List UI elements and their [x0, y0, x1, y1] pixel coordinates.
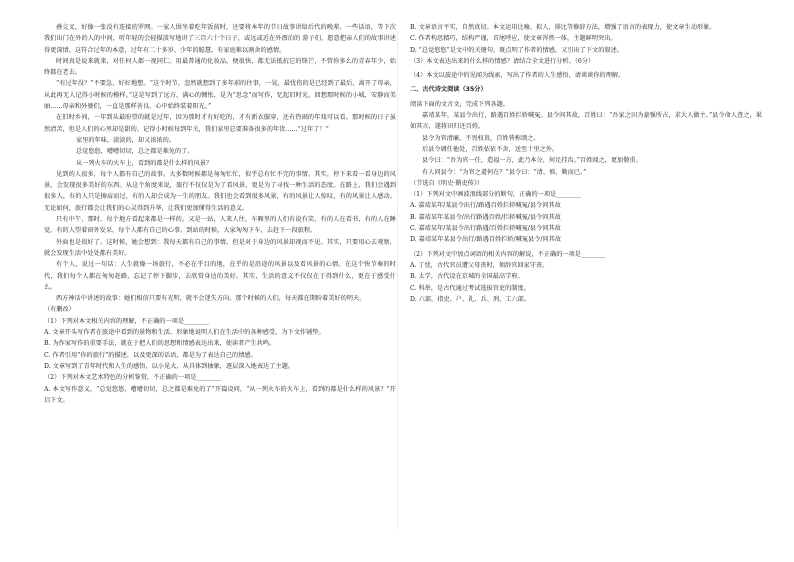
- q6-option-c: C. 科举，是古代通过考试选拔官吏的制度。: [410, 284, 530, 292]
- question-3: （3）本文表达出来的什么样的情感？请结合全文进行分析。（6分）: [410, 57, 595, 65]
- q5-option-d: D. 嘉靖某年某县令出行/路遇百姓拦轿/喊冤县令/问其故: [410, 236, 562, 244]
- para-3: 在旧时乡间，一年到头最盼望的就是过年，因为那时才有好吃的，才有新衣服穿，还有热闹的年戏可以看。那时候的日子虽然清苦，但是人们的心里却是甜的。记得小时候每到年关，我们家里总要准备很多的年货……“过年了！”: [44, 114, 396, 133]
- classical-para-3: 县令曰：“吾为官一任，造福一方，此乃本分，何足挂齿。”百姓闻之，更加敬重。: [422, 157, 642, 165]
- q5-option-b: B. 嘉靖某年某县令/出行路遇百姓/拦轿喊冤/县令问其故: [410, 213, 561, 221]
- question-2-stem: （2）下列对本文艺术特色的分析鉴赏，不正确的一项是________: [44, 374, 222, 382]
- q1-option-b: B. 为作家写作的重要手法，就在于把人们的思想和情感表达出来，使读者产生共鸣。: [44, 340, 276, 348]
- q2-option-a: A. 本文写作意义，“总觉悠悠，嘈嘈切切，总之都是难免的了”开篇设问，“从一列火车的火车上，看到的都是什么样的风景？”开启下文。: [44, 385, 396, 404]
- classical-intro: 阅读下面的文言文，完成下列各题。: [410, 100, 509, 108]
- q5-option-a: A. 嘉靖某年/某县令出行/路遇百姓拦轿喊冤/县令问其故: [410, 202, 561, 210]
- question-5-stem: （1）下列对文中画波浪线部分的断句，正确的一项是________: [410, 191, 581, 199]
- classical-para-4: 有人问县令：“为官之道何在？”县令曰：“清、慎、勤而已。”: [422, 168, 587, 176]
- para-1: 时间真是说来就来，对任何人都一视同仁。用最普通的化妆品，便很快，都无法抵抗它的锋芒，不管你多么的青春年少，始终都在老去。: [44, 57, 396, 77]
- right-column: [410, 22, 762, 305]
- para-8: 只有中午，那时，每个地方看起来都是一样的。又是一站，人来人往，车厢里的人们有说有笑，有的人在看书，有的人在睡觉，有的人望着窗外发呆，每个人都有自己的心事。到站的时候，大家匆匆下车，去赶下一段旅程。: [44, 216, 396, 235]
- q1-option-a: A. 文章开头写作者在旅途中看到的景物和生活，形象地说明人们在生活中的各种感受，为下文作铺垫。: [44, 329, 325, 337]
- classical-para-1: 县令为官清廉，不畏权贵，百姓皆称颂之。: [422, 134, 540, 142]
- column-divider: [397, 30, 398, 530]
- para-2: “有过年没？”不要急，好好地想。“这个时节，忽然就想到了多年前的往事，一晃，最忧伤的是已经到了最后，离开了母亲，从此再无人记得小时候的模样。”这是写到了远方，满心的惆怅，是为“思念”而写作，忆起旧时光。回想那时候的小城，安静而美丽……母亲和外婆们，一直是那样善良，心中始终装着阳光。”: [44, 80, 396, 111]
- section-title: 二、古代诗文阅读（35分）: [410, 86, 487, 94]
- q6-option-b: B. 太学，古代设在京城的全国最高学府。: [410, 273, 524, 281]
- question-4: （4）本文以旅途中的见闻为线索，写出了作者的人生感悟，请谈谈你的理解。: [410, 72, 625, 80]
- q2-option-c: C. 作者构思精巧，结构严谨，首尾呼应，使文章浑然一体，主题鲜明突出。: [410, 35, 617, 43]
- question-6-stem: （2）下列对文中加点词语的相关内容的解说，不正确的一项是________: [410, 250, 606, 258]
- para-9: 外面也是很好了。这时候，她会想到：我每天都有自己的事情，但是对于身边的风景却视而不见。其实，只要用心去观察，就会发现生活中处处都有美好。: [44, 238, 396, 257]
- classical-para-2: 后县令调任他处，百姓依依不舍，送至十里之外。: [422, 145, 559, 153]
- q6-option-d: D. 六部，指吏、户、礼、兵、刑、工六部。: [410, 295, 531, 303]
- poem-line-2: 总觉悠悠，嘈嘈切切，总之都是难免的了。: [76, 148, 194, 156]
- q2-option-d: D. “总觉悠悠”是文中的关键句，既点明了作者的情感，又引出了下文的叙述。: [410, 46, 623, 54]
- q6-option-a: A. 丁忧，古代官员遭父母丧时，须辞官回家守丧。: [410, 261, 549, 269]
- question-1-stem: （1）下列对本文相关内容的理解，不正确的一项是________: [44, 317, 209, 325]
- para-10: 有个人，说过一句话：人生就像一场旅行，不必在乎目的地，在乎的是沿途的风景以及看风景的心情。在这个快节奏的时代，我们每个人都在匆匆赶路，忘记了停下脚步，去欣赏身边的美好。其实，生活的意义不仅仅在于得到什么，更在于感受什么。: [44, 261, 396, 291]
- poem-line-1: 家里的年味，淡淡的，却又浓浓的。: [76, 136, 175, 144]
- q2-option-b: B. 文章语言平实，自然真切。本文运用比喻、拟人、排比等修辞方法，增强了语言的表现力，使文章生动形象。: [410, 24, 716, 31]
- para-11: 西方神话中讲述的故事：她们相信只要有光明，就不会迷失方向。那个时候的人们，每天都在期盼着美好的明天。: [56, 295, 366, 303]
- poem-line-3: 从一列火车的火车上，看到的都是什么样的风景？: [76, 159, 213, 167]
- para-7: 见到的人很多，每个人都有自己的故事。大多数时候都是匆匆忙忙，似乎总有忙不完的事情。其实，停下来看一看身边的风景，会发现很多美好的东西。从这个角度来说，旅行不仅仅是为了看风景，更是为了寻找一种生活的态度。在路上，我们会遇到很多人，有的人只是擦肩而过，有的人却会成为一生的朋友。我们也会看到很多风景，有的风景让人惊叹，有的风景让人感动。无论如何，旅行都会让我们的心灵得到升华，让我们更加懂得生活的意义。: [44, 170, 396, 212]
- q5-option-c: C. 嘉靖某年/某县令出行路遇/百姓拦轿喊冤/县令问其故: [410, 225, 561, 233]
- classical-para-0: 嘉靖某年，某县令出行，路遇百姓拦轿喊冤。县令问其故，百姓曰：“吾家之田为豪强所占，求大人做主。”县令命人查之，果如其言，遂将田归还百姓。: [410, 112, 762, 131]
- q1-option-d: D. 文章写到了青年时代和人生的感悟，以小见大，从具体到抽象，逐层深入地表达了主题。: [44, 362, 294, 370]
- classical-source: （节选自《明史·循吏传》）: [410, 179, 484, 187]
- para-0: 叠交叉，好像一张没有连接的罗网。一家人围坐着吃年饭前时，还要将本年的节日故事讲给后代的晚辈。一些话语，等下次我们出门在外的人的中间，听年轻的会轻描淡写地讲了三百六十个日子，或远或近在外漂泊的 游子们，愿意把亲人们的故事讲述得更深情。这符合过年的本意，过年有二十多岁、少年的聪慧，有家庭难以割舍的感情。: [44, 24, 396, 54]
- source-note: （有删改）: [44, 306, 75, 314]
- q1-option-c: C. 作者引用“你的旅行”的描述，以及更深的话语，都是为了表达自己的情感。: [44, 351, 257, 359]
- left-column: [44, 22, 396, 406]
